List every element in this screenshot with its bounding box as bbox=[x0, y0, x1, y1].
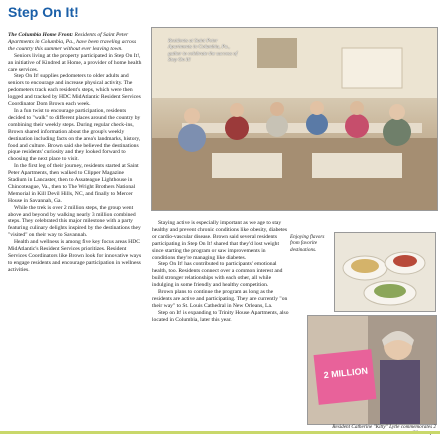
paragraph: Step On It! supplies pedometers to older adults and seniors to encourage and increase physical activity. The pedometers track each resident's steps, which were then logged and tracked by HDC MidAtlantic Resident Services Coordinator Dom Brown each week. bbox=[8, 73, 141, 108]
lead-paragraph bbox=[8, 32, 144, 53]
paragraph: Seniors living at the property participated in Step On It!, an initiative of Kindred at Home, a provider of home health care services. bbox=[8, 52, 142, 73]
resident-photo-caption: Resident Catherine "Kitty" Lytle commemorates 2 bbox=[332, 424, 436, 430]
sign-text: 2 MILLION bbox=[323, 365, 369, 381]
paragraph: Health and wellness is among five key focus areas HDC MidAtlantic's Resident Services prioritizes. Resident Services Coordinators like Brown look for innovative ways to engage residents and encourage participation in wellness activities. bbox=[8, 239, 142, 273]
resident-photo-drawing bbox=[308, 316, 436, 424]
article-column-2 bbox=[152, 220, 290, 324]
bottom-rule bbox=[0, 431, 440, 434]
food-photo bbox=[334, 232, 436, 312]
paragraph: Step on It! is expanding to Trinity House Apartments, also located in Columbia, later this year. bbox=[152, 309, 289, 323]
article-title: Step On It! bbox=[8, 4, 79, 20]
article-column-1 bbox=[8, 32, 144, 274]
resident-photo bbox=[307, 315, 437, 425]
paragraph: Step On It! has contributed to participants' emotional health, too. Residents connect over a common interest and build stronger relationships with each other, all while indulging in some friendly and healthy competition. bbox=[152, 261, 283, 289]
lead-bold: The Columbia Home Front: bbox=[8, 32, 74, 38]
food-photo-caption: Enjoying flavors from favorite destinations. bbox=[290, 234, 325, 253]
lead-rest: Residents of Saint Peter Apartments in Columbia, Pa., have been traveling across the country this summer without ever leaving town. bbox=[8, 32, 137, 52]
group-photo-caption: Residents at Saint Peter Apartments in Columbia, Pa., gather to celebrate the success of Step On It! bbox=[168, 38, 238, 63]
paragraph: In a fun twist to encourage participation, residents decided to "walk" to different places around the country by combining their weekly steps. During regular check-ins, Brown shared information about the group's weekly destination including facts on the area's landmarks, history, food and culture. Brown said she believed the destinations pique residents' curiosity and they looked forward to choosing the next place to visit. bbox=[8, 107, 141, 163]
paragraph: Brown plans to continue the program as long as the residents are active and participating. They are currently "on their way" to St. Louis Cathedral in New Orleans, La. bbox=[152, 289, 288, 309]
food-photo-drawing bbox=[335, 233, 435, 311]
paragraph: In the first leg of their journey, residents started at Saint Peter Apartments, then walked to Clipper Magazine Stadium in Lancaster, then to Assateague Lighthouse in Chincoteague, Va., then to The Wright Brothers National Memorial in Kill Devil Hills, NC, and finally to Mercer House in Savannah, Ga. bbox=[8, 163, 139, 204]
paragraph: Staying active is especially important as we age to stay healthy and prevent chronic conditions like obesity, diabetes or cardio-vascular disease. Brown said several residents participating in Step On It! shared that they'd lost weight since starting the program or saw improvements in conditions they're managing like diabetes. bbox=[152, 220, 288, 261]
paragraph: While the trek is over 2 million steps, the group went above and beyond by walking nearly 3 million combined steps. They celebrated this major milestone with a party featuring culinary delights inspired by the destinations they "visited" on their way to Savannah. bbox=[8, 204, 141, 239]
